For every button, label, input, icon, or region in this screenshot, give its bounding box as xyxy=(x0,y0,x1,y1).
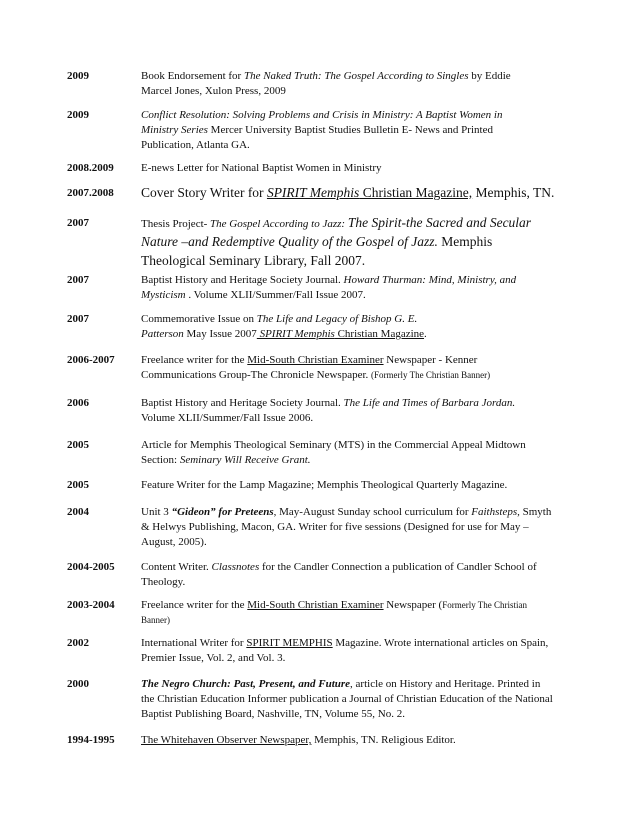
entry-description: Cover Story Writer for SPIRIT Memphis Christian Magazine, Memphis, TN. xyxy=(141,185,555,200)
entry-description: Baptist History and Heritage Society Journal. Howard Thurman: Mind, Ministry, and Mysticism . Volume XLII/Summer/Fall Issue 2007. xyxy=(141,274,517,301)
entry-year: 2006-2007 xyxy=(67,354,115,366)
entry-year: 2000 xyxy=(67,678,89,690)
entry-description: Freelance writer for the Mid-South Christian Examiner Newspaper - Kenner Communications Group-The Chronicle Newspaper. (Formerly The Christian Banner) xyxy=(141,354,491,381)
entry-year: 2004-2005 xyxy=(67,561,115,573)
entry-description: Commemorative Issue on The Life and Legacy of Bishop G. E. Patterson May Issue 2007 SPIRIT Memphis Christian Magazine. xyxy=(141,313,427,340)
entry-description: Conflict Resolution: Solving Problems and Crisis in Ministry: A Baptist Women in Ministry Series Mercer University Baptist Studies Bulletin E- News and Printed Publication, Atlanta GA. xyxy=(141,109,503,151)
entry-description: The Whitehaven Observer Newspaper, Memphis, TN. Religious Editor. xyxy=(141,734,456,746)
entry-year: 2005 xyxy=(67,439,89,451)
entry-year: 2009 xyxy=(67,70,89,82)
entry-year: 2009 xyxy=(67,109,89,121)
entry-description: Freelance writer for the Mid-South Christian Examiner Newspaper (Formerly The Christian Banner) xyxy=(141,599,528,625)
entry-year: 2008.2009 xyxy=(67,162,114,174)
entry-year: 2007.2008 xyxy=(67,187,114,199)
entry-description: The Negro Church: Past, Present, and Future, article on History and Heritage. Printed in the Christian Education Informer publication a Journal of Christian Education of the National Baptist Publishing Board, Nashville, TN, Volume 55, No. 2. xyxy=(141,678,553,720)
entry-year: 2005 xyxy=(67,479,89,491)
entry-year: 2002 xyxy=(67,637,89,649)
entry-description: Book Endorsement for The Naked Truth: The Gospel According to Singles by Eddie Marcel Jones, Xulon Press, 2009 xyxy=(141,70,511,97)
entry-year: 2007 xyxy=(67,313,89,325)
entry-year: 2007 xyxy=(67,217,89,229)
entry-description: E-news Letter for National Baptist Women in Ministry xyxy=(141,162,382,174)
entry-year: 2003-2004 xyxy=(67,599,115,611)
entry-description: Article for Memphis Theological Seminary (MTS) in the Commercial Appeal Midtown Section: Seminary Will Receive Grant. xyxy=(141,439,526,466)
entry-description: Baptist History and Heritage Society Journal. The Life and Times of Barbara Jordan. Volume XLII/Summer/Fall Issue 2006. xyxy=(141,397,516,424)
entry-year: 2006 xyxy=(67,397,89,409)
entry-year: 1994-1995 xyxy=(67,734,115,746)
entry-description: Thesis Project- The Gospel According to Jazz: The Spirit-the Sacred and Secular Nature –and Redemptive Quality of the Gospel of Jazz. Memphis Theological Seminary Library, Fall 2007. xyxy=(141,215,532,268)
entry-year: 2007 xyxy=(67,274,89,286)
entry-description: Feature Writer for the Lamp Magazine; Memphis Theological Quarterly Magazine. xyxy=(141,479,508,491)
entry-description: Content Writer. Classnotes for the Candler Connection a publication of Candler School of Theology. xyxy=(141,561,537,588)
entry-description: Unit 3 “Gideon” for Preteens, May-August Sunday school curriculum for Faithsteps, Smyth & Helwys Publishing, Macon, GA. Writer for five sessions (Designed for use for May –August, 2005). xyxy=(141,506,552,548)
entry-year: 2004 xyxy=(67,506,89,518)
entry-description: International Writer for SPIRIT MEMPHIS Magazine. Wrote international articles on Spain, Premier Issue, Vol. 2, and Vol. 3. xyxy=(141,637,549,664)
